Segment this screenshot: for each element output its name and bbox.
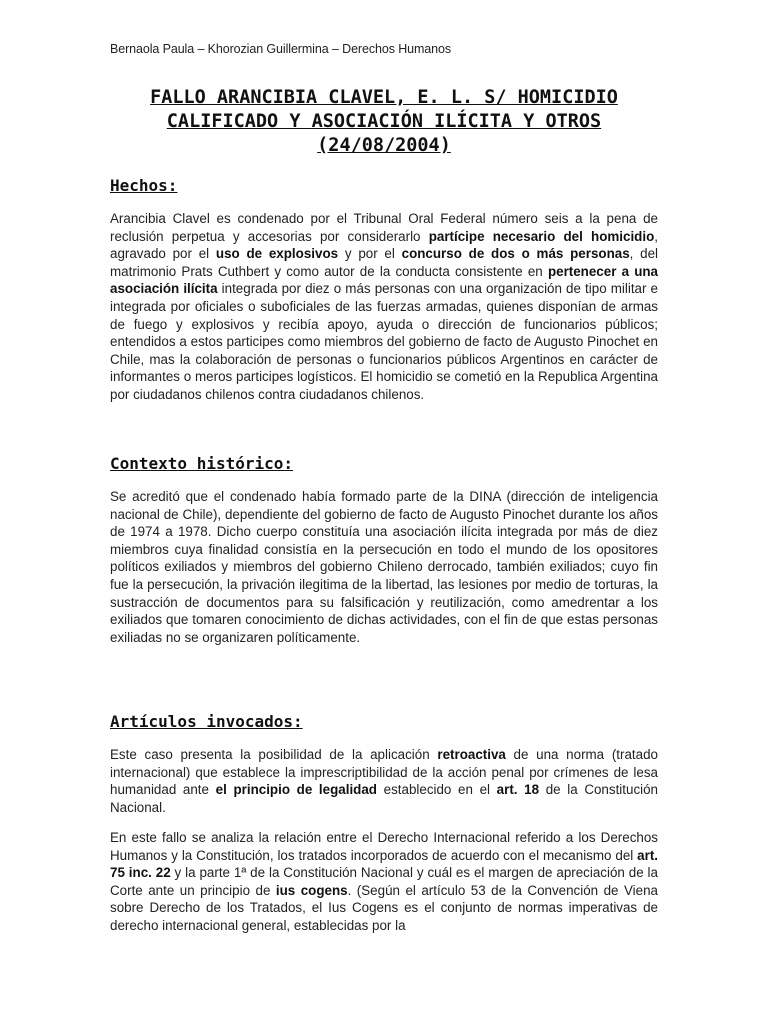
page-header: Bernaola Paula – Khorozian Guillermina – Derechos Humanos [110, 42, 452, 56]
paragraph-articulos-2: En este fallo se analiza la relación entre el Derecho Internacional referido a los Derechos Humanos y la Constitución, los tratados incorporados de acuerdo con el mecanismo del art. 75 inc. 22 y la parte 1ª de la Constitución Nacional y cuál es el margen de apreciación de la Corte ante un principio de ius cogens. (Según el artículo 53 de la Convención de Viena sobre Derecho de los Tratados, el Ius Cogens es el conjunto de normas imperativas de derecho internacional general, establecidas por la [110, 830, 658, 933]
paragraph-hechos: Arancibia Clavel es condenado por el Tribunal Oral Federal número seis a la pena de reclusión perpetua y accesorias por considerarlo partícipe necesario del homicidio, agravado por el uso de explosivos y por el concurso de dos o más personas, del matrimonio Prats Cuthbert y como autor de la conducta consistente en pertenecer a una asociación ilícita integrada por diez o más personas con una organización de tipo militar e integrada por oficiales o suboficiales de las fuerzas armadas, quienes disponían de armas de fuego y explosivos y recibía apoyo, ayuda o dirección de funcionarios públicos; entendidos a estos participes como miembros del gobierno de facto de Augusto Pinochet en Chile, mas la colaboración de personas o funcionarios públicos Argentinos en carácter de informantes o meros participes logísticos. El homicidio se cometió en la Republica Argentina por ciudadanos chilenos contra ciudadanos chilenos. [110, 211, 659, 402]
paragraph-contexto: Se acreditó que el condenado había formado parte de la DINA (dirección de inteligencia nacional de Chile), dependiente del gobierno de facto de Augusto Pinochet durante los años de 1974 a 1978. Dicho cuerpo constituía una asociación ilícita integrada por más de diez miembros cuya finalidad consistía en la persecución en todo el mundo de los opositores políticos exiliados y miembros del gobierno Chileno derrocado, también exiliados; cuyo fin fue la persecución, la privación ilegitima de la libertad, las lesiones por medio de torturas, la sustracción de documentos para su falsificación y reutilización, como amedrentar a los exiliados que tomaren conocimiento de dichas actividades, con el fin de que estas personas exiliadas no se organizaren políticamente. [110, 489, 658, 645]
section-heading-articulos: Artículos invocados: [110, 712, 303, 731]
section-heading-contexto: Contexto histórico: [110, 454, 294, 473]
section-heading-hechos: Hechos: [110, 176, 178, 195]
document-title: FALLO ARANCIBIA CLAVEL, E. L. S/ HOMICIDIO CALIFICADO Y ASOCIACIÓN ILÍCITA Y OTROS (24/08/2004) [150, 87, 618, 156]
paragraph-articulos-1: Este caso presenta la posibilidad de la aplicación retroactiva de una norma (tratado internacional) que establece la imprescriptibilidad de la acción penal por crímenes de lesa humanidad ante el principio de legalidad establecido en el art. 18 de la Constitución Nacional. [110, 747, 659, 815]
